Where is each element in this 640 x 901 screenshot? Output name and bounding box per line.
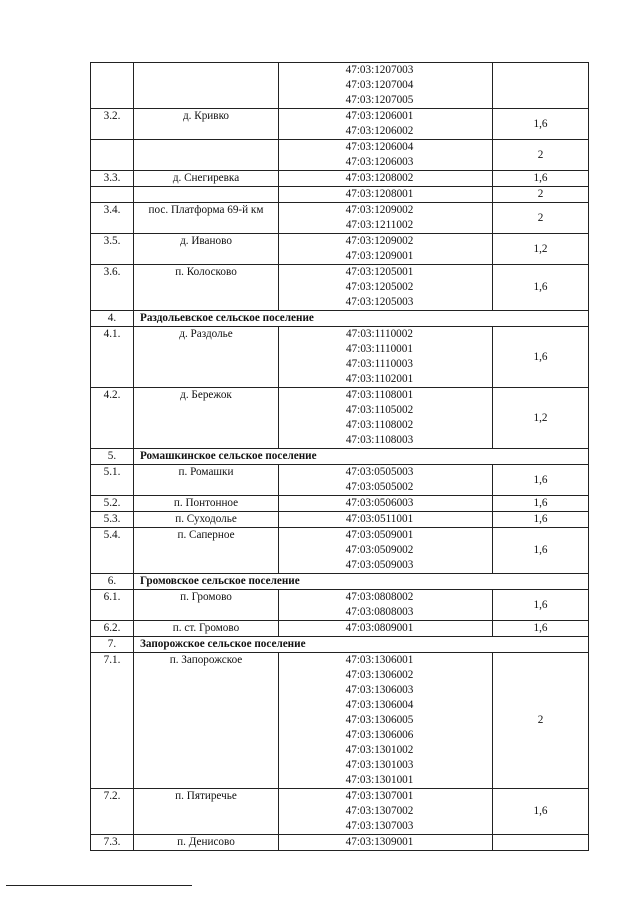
cadastral-code: 47:03:1110002 <box>346 328 413 340</box>
table-row <box>91 621 589 637</box>
settlement-name: п. Громово <box>134 590 279 621</box>
cadastral-codes-cell <box>279 109 493 140</box>
cadastral-code: 47:03:1206002 <box>345 125 414 137</box>
section-number: 7. <box>91 637 134 653</box>
cadastral-code: 47:03:0808002 <box>345 591 414 603</box>
cadastral-codes-cell <box>279 265 493 311</box>
cadastral-code: 47:03:1206003 <box>345 156 414 168</box>
coefficient-value: 2 <box>493 203 589 234</box>
cadastral-code: 47:03:1301001 <box>345 774 414 786</box>
cadastral-codes-cell <box>279 327 493 388</box>
cadastral-codes-cell <box>279 496 493 512</box>
settlement-name: д. Бережок <box>134 388 279 449</box>
cadastral-code: 47:03:1208001 <box>345 188 414 200</box>
table-row <box>91 388 589 449</box>
item-number: 3.5. <box>91 234 134 265</box>
settlement-name: п. Денисово <box>134 835 279 851</box>
table-row <box>91 109 589 140</box>
item-number: 3.3. <box>91 171 134 187</box>
settlement-name: д. Кривко <box>134 109 279 140</box>
cadastral-code: 47:03:0506003 <box>345 497 414 509</box>
cadastral-codes-cell <box>279 187 493 203</box>
table-row <box>91 496 589 512</box>
item-number: 5.4. <box>91 528 134 574</box>
coefficient-value: 1,6 <box>493 512 589 528</box>
table-row <box>91 653 589 789</box>
cadastral-code: 47:03:1209002 <box>345 235 414 247</box>
cadastral-code: 47:03:0505003 <box>345 466 414 478</box>
cadastral-codes-cell <box>279 234 493 265</box>
cadastral-code: 47:03:1108002 <box>345 419 414 431</box>
table-body <box>91 63 589 851</box>
item-number: 6.2. <box>91 621 134 637</box>
table-row <box>91 789 589 835</box>
item-number: 7.1. <box>91 653 134 789</box>
coefficient-value: 1,6 <box>493 109 589 140</box>
item-number: 3.2. <box>91 109 134 140</box>
cadastral-code: 47:03:1306001 <box>345 654 414 666</box>
settlement-name: пос. Платформа 69-й км <box>134 203 279 234</box>
table-row <box>91 203 589 234</box>
cadastral-code: 47:03:1205001 <box>345 266 414 278</box>
cadastral-codes-cell <box>279 465 493 496</box>
item-number: 5.3. <box>91 512 134 528</box>
coefficient-value: 1,2 <box>493 234 589 265</box>
coefficient-value <box>493 835 589 851</box>
table-row <box>91 835 589 851</box>
settlement-name: п. Понтонное <box>134 496 279 512</box>
settlement-name <box>134 63 279 109</box>
section-row <box>91 449 589 465</box>
cadastral-code: 47:03:1205002 <box>345 281 414 293</box>
cadastral-code: 47:03:1108003 <box>345 434 414 446</box>
coefficient-value: 2 <box>493 653 589 789</box>
cadastral-codes-cell <box>279 512 493 528</box>
coefficient-value: 1,6 <box>493 528 589 574</box>
item-number: 6.1. <box>91 590 134 621</box>
cadastral-codes-cell <box>279 653 493 789</box>
table-row <box>91 171 589 187</box>
cadastral-code: 47:03:0509003 <box>345 559 414 571</box>
settlement-name: п. Запорожское <box>134 653 279 789</box>
item-number: 5.1. <box>91 465 134 496</box>
item-number <box>91 140 134 171</box>
cadastral-code: 47:03:1207003 <box>345 64 414 76</box>
cadastral-code: 47:03:1110003 <box>346 358 413 370</box>
cadastral-code: 47:03:1306006 <box>345 729 414 741</box>
settlement-name: п. Саперное <box>134 528 279 574</box>
table-row <box>91 590 589 621</box>
settlement-name: п. Суходолье <box>134 512 279 528</box>
coefficient-value <box>493 63 589 109</box>
cadastral-code: 47:03:1301002 <box>345 744 414 756</box>
table-row <box>91 187 589 203</box>
cadastral-code: 47:03:1206001 <box>345 110 414 122</box>
cadastral-code: 47:03:1110001 <box>346 343 413 355</box>
section-number: 6. <box>91 574 134 590</box>
table-row <box>91 512 589 528</box>
section-number: 4. <box>91 311 134 327</box>
item-number: 7.2. <box>91 789 134 835</box>
footnote-separator <box>6 885 192 886</box>
coefficient-value: 1,6 <box>493 621 589 637</box>
coefficient-value: 2 <box>493 187 589 203</box>
coefficient-value: 1,6 <box>493 327 589 388</box>
cadastral-codes-cell <box>279 789 493 835</box>
section-title: Ромашкинское сельское поселение <box>134 449 589 465</box>
settlement-name <box>134 187 279 203</box>
cadastral-codes-cell <box>279 621 493 637</box>
cadastral-code: 47:03:0509002 <box>345 544 414 556</box>
cadastral-codes-cell <box>279 171 493 187</box>
settlement-name: п. Ромашки <box>134 465 279 496</box>
cadastral-codes-cell <box>279 63 493 109</box>
section-row <box>91 574 589 590</box>
section-number: 5. <box>91 449 134 465</box>
item-number: 3.4. <box>91 203 134 234</box>
cadastral-codes-cell <box>279 203 493 234</box>
settlement-name: д. Снегиревка <box>134 171 279 187</box>
settlement-name <box>134 140 279 171</box>
item-number <box>91 63 134 109</box>
section-row <box>91 311 589 327</box>
cadastral-code: 47:03:0509001 <box>345 529 414 541</box>
settlement-name: д. Иваново <box>134 234 279 265</box>
cadastral-codes-cell <box>279 140 493 171</box>
coefficient-value: 1,2 <box>493 388 589 449</box>
settlement-name: п. ст. Громово <box>134 621 279 637</box>
coefficient-value: 1,6 <box>493 496 589 512</box>
cadastral-code: 47:03:1307001 <box>345 790 414 802</box>
cadastral-code: 47:03:0808003 <box>345 606 414 618</box>
settlements-table <box>90 62 589 851</box>
cadastral-code: 47:03:1307002 <box>345 805 414 817</box>
cadastral-codes-cell <box>279 528 493 574</box>
coefficient-value: 1,6 <box>493 590 589 621</box>
table-row <box>91 63 589 109</box>
settlement-name: д. Раздолье <box>134 327 279 388</box>
cadastral-code: 47:03:1206004 <box>345 141 414 153</box>
item-number: 4.1. <box>91 327 134 388</box>
coefficient-value: 1,6 <box>493 465 589 496</box>
cadastral-code: 47:03:1207005 <box>345 94 414 106</box>
cadastral-code: 47:03:1108001 <box>345 389 414 401</box>
cadastral-codes-cell <box>279 590 493 621</box>
cadastral-codes-cell <box>279 835 493 851</box>
cadastral-code: 47:03:1209001 <box>345 250 414 262</box>
section-title: Запорожское сельское поселение <box>134 637 589 653</box>
cadastral-codes-cell <box>279 388 493 449</box>
item-number: 5.2. <box>91 496 134 512</box>
cadastral-code: 47:03:1306002 <box>345 669 414 681</box>
item-number: 3.6. <box>91 265 134 311</box>
cadastral-code: 47:03:1208002 <box>345 172 414 184</box>
table-row <box>91 528 589 574</box>
settlement-name: п. Колосково <box>134 265 279 311</box>
coefficient-value: 1,6 <box>493 171 589 187</box>
coefficient-value: 1,6 <box>493 789 589 835</box>
cadastral-code: 47:03:1306004 <box>345 699 414 711</box>
item-number <box>91 187 134 203</box>
cadastral-code: 47:03:1307003 <box>345 820 414 832</box>
cadastral-code: 47:03:0505002 <box>345 481 414 493</box>
cadastral-code: 47:03:1105002 <box>345 404 414 416</box>
cadastral-code: 47:03:0809001 <box>345 622 414 634</box>
settlement-name: п. Пятиречье <box>134 789 279 835</box>
cadastral-code: 47:03:1301003 <box>345 759 414 771</box>
item-number: 7.3. <box>91 835 134 851</box>
cadastral-code: 47:03:1102001 <box>345 373 414 385</box>
table-row <box>91 265 589 311</box>
cadastral-code: 47:03:1309001 <box>345 836 414 848</box>
coefficient-value: 1,6 <box>493 265 589 311</box>
cadastral-code: 47:03:1207004 <box>345 79 414 91</box>
cadastral-code: 47:03:1306003 <box>345 684 414 696</box>
cadastral-code: 47:03:1205003 <box>345 296 414 308</box>
coefficient-value: 2 <box>493 140 589 171</box>
cadastral-code: 47:03:1211002 <box>345 219 414 231</box>
cadastral-code: 47:03:1209002 <box>345 204 414 216</box>
table-row <box>91 140 589 171</box>
table-row <box>91 465 589 496</box>
section-title: Громовское сельское поселение <box>134 574 589 590</box>
table-row <box>91 234 589 265</box>
section-row <box>91 637 589 653</box>
table-row <box>91 327 589 388</box>
cadastral-code: 47:03:1306005 <box>345 714 414 726</box>
item-number: 4.2. <box>91 388 134 449</box>
cadastral-code: 47:03:0511001 <box>345 513 414 525</box>
section-title: Раздольевское сельское поселение <box>134 311 589 327</box>
